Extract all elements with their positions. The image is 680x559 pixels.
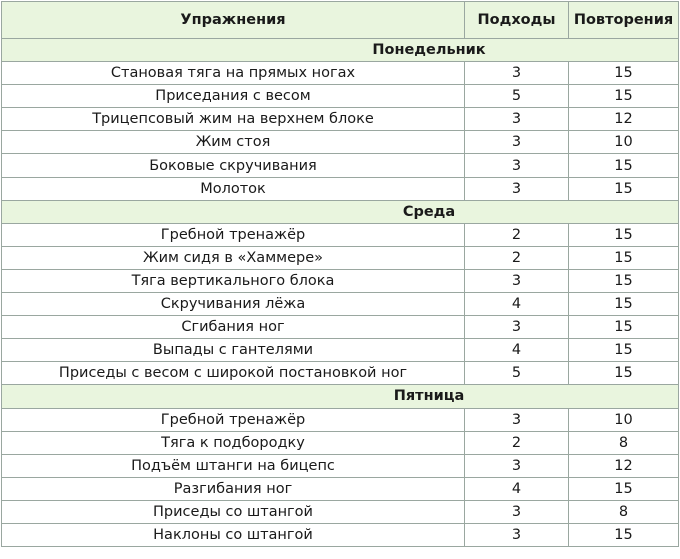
sets-cell: 3 <box>465 454 569 477</box>
table-row <box>2 431 679 454</box>
exercise-cell: Приседания с весом <box>2 85 465 108</box>
reps-cell: 10 <box>569 408 679 431</box>
reps-cell: 8 <box>569 500 679 523</box>
table-row <box>2 154 679 177</box>
reps-cell: 15 <box>569 154 679 177</box>
reps-cell: 15 <box>569 316 679 339</box>
table-row <box>2 316 679 339</box>
exercise-cell: Становая тяга на прямых ногах <box>2 62 465 85</box>
table-body <box>2 39 679 547</box>
sets-cell: 3 <box>465 154 569 177</box>
table-row <box>2 108 679 131</box>
day-header-cell <box>2 39 679 62</box>
sets-cell: 3 <box>465 131 569 154</box>
day-header-cell <box>2 200 679 223</box>
exercise-cell: Подъём штанги на бицепс <box>2 454 465 477</box>
table-row <box>2 362 679 385</box>
table-row <box>2 500 679 523</box>
sets-cell: 2 <box>465 246 569 269</box>
reps-cell: 12 <box>569 108 679 131</box>
sets-cell: 4 <box>465 477 569 500</box>
reps-cell: 15 <box>569 223 679 246</box>
table-row <box>2 269 679 292</box>
day-header-row <box>2 200 679 223</box>
sets-cell: 3 <box>465 316 569 339</box>
reps-cell: 15 <box>569 477 679 500</box>
reps-cell: 15 <box>569 269 679 292</box>
exercise-cell: Приседы с весом с широкой постановкой ног <box>2 362 465 385</box>
day-name: Понедельник <box>372 42 486 59</box>
exercise-cell: Тяга вертикального блока <box>2 269 465 292</box>
exercise-cell: Гребной тренажёр <box>2 408 465 431</box>
day-header-cell <box>2 385 679 408</box>
exercise-cell: Жим сидя в «Хаммере» <box>2 246 465 269</box>
reps-cell: 8 <box>569 431 679 454</box>
header-exercise: Упражнения <box>2 2 465 39</box>
reps-cell: 15 <box>569 362 679 385</box>
table-row <box>2 523 679 546</box>
table-row <box>2 339 679 362</box>
exercise-cell: Трицепсовый жим на верхнем блоке <box>2 108 465 131</box>
exercise-cell: Приседы со штангой <box>2 500 465 523</box>
sets-cell: 5 <box>465 362 569 385</box>
exercise-cell: Разгибания ног <box>2 477 465 500</box>
sets-cell: 3 <box>465 269 569 292</box>
exercise-cell: Сгибания ног <box>2 316 465 339</box>
sets-cell: 2 <box>465 431 569 454</box>
exercise-cell: Выпады с гантелями <box>2 339 465 362</box>
table-row <box>2 85 679 108</box>
exercise-cell: Наклоны со штангой <box>2 523 465 546</box>
day-header-row <box>2 385 679 408</box>
exercise-cell: Боковые скручивания <box>2 154 465 177</box>
sets-cell: 3 <box>465 177 569 200</box>
table-row <box>2 223 679 246</box>
exercise-cell: Жим стоя <box>2 131 465 154</box>
table-row <box>2 477 679 500</box>
table-row <box>2 131 679 154</box>
day-name: Пятница <box>393 388 465 405</box>
exercise-cell: Молоток <box>2 177 465 200</box>
reps-cell: 10 <box>569 131 679 154</box>
table-row <box>2 62 679 85</box>
table-row <box>2 293 679 316</box>
header-reps: Повторения <box>569 2 679 39</box>
sets-cell: 2 <box>465 223 569 246</box>
day-header-row <box>2 39 679 62</box>
reps-cell: 15 <box>569 62 679 85</box>
reps-cell: 15 <box>569 523 679 546</box>
sets-cell: 4 <box>465 293 569 316</box>
table-header-row <box>2 2 679 39</box>
day-name: Среда <box>402 203 456 220</box>
sets-cell: 3 <box>465 108 569 131</box>
reps-cell: 15 <box>569 293 679 316</box>
sets-cell: 4 <box>465 339 569 362</box>
reps-cell: 15 <box>569 177 679 200</box>
reps-cell: 15 <box>569 85 679 108</box>
exercise-cell: Гребной тренажёр <box>2 223 465 246</box>
sets-cell: 3 <box>465 523 569 546</box>
table-row <box>2 177 679 200</box>
table-row <box>2 246 679 269</box>
sets-cell: 5 <box>465 85 569 108</box>
exercise-cell: Тяга к подбородку <box>2 431 465 454</box>
header-sets: Подходы <box>465 2 569 39</box>
sets-cell: 3 <box>465 62 569 85</box>
workout-table <box>1 1 679 547</box>
reps-cell: 15 <box>569 246 679 269</box>
table-row <box>2 408 679 431</box>
sets-cell: 3 <box>465 408 569 431</box>
exercise-cell: Скручивания лёжа <box>2 293 465 316</box>
reps-cell: 12 <box>569 454 679 477</box>
reps-cell: 15 <box>569 339 679 362</box>
sets-cell: 3 <box>465 500 569 523</box>
table-row <box>2 454 679 477</box>
